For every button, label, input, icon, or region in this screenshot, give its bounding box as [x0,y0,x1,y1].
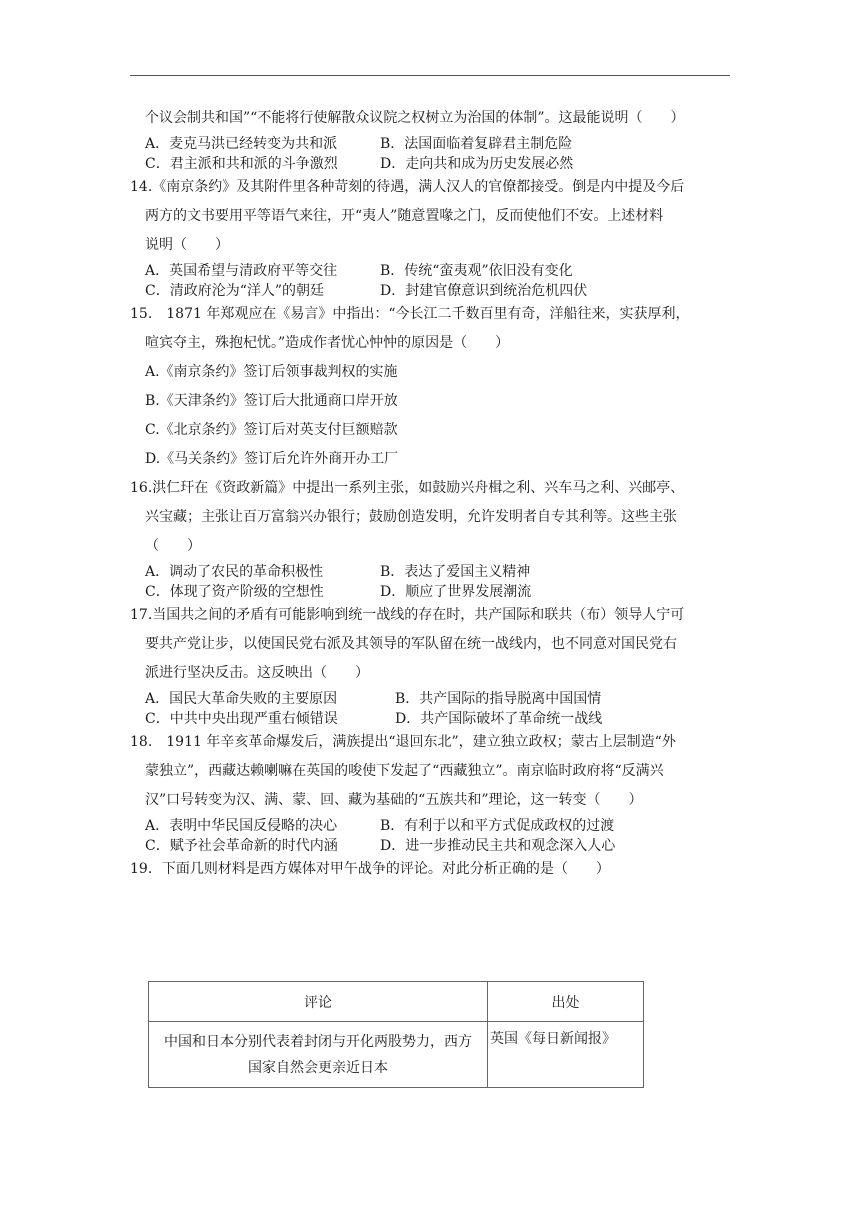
header-rule [130,75,730,76]
q16-options-row-2 [130,581,730,601]
q13-option-a[interactable]: A．麦克马洪已经转变为共和派 [145,136,338,152]
table-header-source: 出处 [488,982,644,1022]
table-row [149,1022,644,1088]
q14-options-row-1 [130,260,730,280]
table-header-row [149,982,644,1022]
q17-option-a[interactable]: A．国民大革命失败的主要原因 [145,691,338,707]
q15-stem-line-2: 喧宾夺主，殊抱杞忧。”造成作者忧心忡忡的原因是（ ） [145,335,510,351]
q14-options-row-2 [130,280,730,300]
q18-stem-line-2: 蒙独立”，西藏达赖喇嘛在英国的唆使下发起了“西藏独立”。南京临时政府将“反满兴 [145,763,664,779]
q14-stem-line-1: 14.《南京条约》及其附件里各种苛刻的待遇，满人汉人的官僚都接受。倒是内中提及今后 [130,179,685,195]
q13-options-row-1 [130,133,730,153]
q18-options-row-2 [130,835,730,855]
q14-option-d[interactable]: D．封建官僚意识到统治危机四伏 [380,283,588,299]
q15-option-b[interactable]: B.《天津条约》签订后大批通商口岸开放 [145,393,398,409]
q16-option-c[interactable]: C．体现了资产阶级的空想性 [145,584,324,600]
q17-stem-line-3: 派进行坚决反击。这反映出（ ） [145,665,369,681]
table-cell-comment [149,1022,488,1088]
q14-option-a[interactable]: A．英国希望与清政府平等交往 [145,263,338,279]
comment-line-2: 国家自然会更亲近日本 [248,1059,388,1076]
q17-option-d[interactable]: D．共产国际破坏了革命统一战线 [395,711,603,727]
q16-stem-line-2: 兴宝藏；主张让百万富翁兴办银行；鼓励创造发明，允许发明者自专其利等。这些主张 [145,509,677,525]
q15-option-a[interactable]: A.《南京条约》签订后领事裁判权的实施 [145,364,398,380]
q18-option-d[interactable]: D．进一步推动民主共和观念深入人心 [380,838,616,854]
q13-option-c[interactable]: C．君主派和共和派的斗争激烈 [145,156,338,172]
q15-stem-line-1: 15. 1871 年郑观应在《易言》中指出：“今长江二千数百里有奇，洋船往来，实获厚利， [130,306,690,322]
q14-stem-line-3: 说明（ ） [145,237,229,253]
table-cell-source: 英国《每日新闻报》 [488,1022,644,1088]
q15-option-c[interactable]: C.《北京条约》签订后对英支付巨额赔款 [145,422,398,438]
q18-option-b[interactable]: B．有利于以和平方式促成政权的过渡 [380,818,615,834]
q16-options-row-1 [130,561,730,581]
q16-option-d[interactable]: D．顺应了世界发展潮流 [380,584,532,600]
q13-option-b[interactable]: B．法国面临着复辟君主制危险 [380,136,573,152]
q17-options-row-1 [130,688,730,708]
q17-stem-line-1: 17.当国共之间的矛盾有可能影响到统一战线的存在时，共产国际和联共（布）领导人宁可 [130,607,685,623]
q16-stem-line-1: 16.洪仁玕在《资政新篇》中提出一系列主张，如鼓励兴舟楫之利、兴车马之利、兴邮亭、 [130,480,685,496]
q13-options-row-2 [130,153,730,173]
q18-option-a[interactable]: A．表明中华民国反侵略的决心 [145,818,338,834]
q19-stem: 19．下面几则材料是西方媒体对甲午战争的评论。对此分析正确的是（ ） [130,861,610,877]
q19-comment-table [148,981,644,1088]
q15-option-d[interactable]: D.《马关条约》签订后允许外商开办工厂 [145,451,399,467]
q14-stem-line-2: 两方的文书要用平等语气来往，开“夷人”随意置喙之门，反而使他们不安。上述材料 [145,208,664,224]
table-header-comment: 评论 [149,982,488,1022]
question-content [130,104,730,884]
q18-option-c[interactable]: C．赋予社会革命新的时代内涵 [145,838,338,854]
q14-option-b[interactable]: B．传统“蛮夷观”依旧没有变化 [380,263,573,279]
q14-option-c[interactable]: C．清政府沦为“洋人”的朝廷 [145,283,325,299]
q13-stem-end: 个议会制共和国”“不能将行使解散众议院之权树立为治国的体制”。这最能说明（ ） [145,110,685,126]
q17-stem-line-2: 要共产党让步，以使国民党右派及其领导的军队留在统一战线内，也不同意对国民党右 [145,636,677,652]
q16-option-b[interactable]: B．表达了爱国主义精神 [380,564,531,580]
q13-option-d[interactable]: D．走向共和成为历史发展必然 [380,156,574,172]
q18-stem-line-1: 18. 1911 年辛亥革命爆发后，满族提出“退回东北”，建立独立政权；蒙古上层制造“外 [130,734,676,750]
comment-line-1: 中国和日本分别代表着封闭与开化两股势力，西方 [164,1033,472,1050]
q18-stem-line-3: 汉”口号转变为汉、满、蒙、回、藏为基础的“五族共和”理论，这一转变（ ） [145,792,643,808]
q18-options-row-1 [130,815,730,835]
q16-stem-line-3: （ ） [145,538,201,554]
q17-options-row-2 [130,708,730,728]
q17-option-c[interactable]: C．中共中央出现严重右倾错误 [145,711,338,727]
q17-option-b[interactable]: B．共产国际的指导脱离中国国情 [395,691,602,707]
q16-option-a[interactable]: A．调动了农民的革命积极性 [145,564,324,580]
